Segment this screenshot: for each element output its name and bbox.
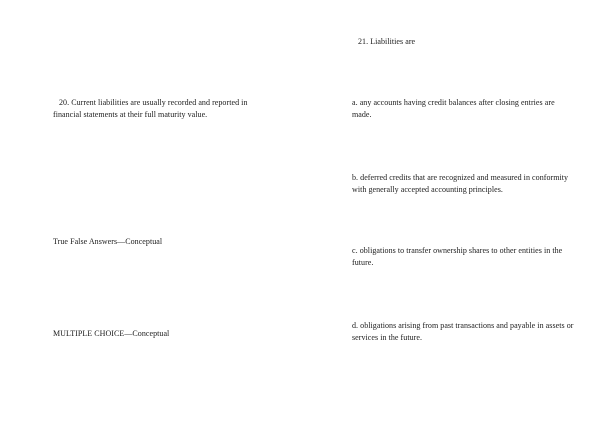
option-b: b. deferred credits that are recognized and measured in conformity with generally accepted accounting principles. (352, 173, 569, 194)
option-c: c. obligations to transfer ownership shares to other entities in the future. (352, 246, 563, 267)
question-21-stem: 21. Liabilities are (358, 37, 416, 46)
option-d: d. obligations arising from past transactions and payable in assets or services in the future. (352, 321, 574, 342)
multiple-choice-heading: MULTIPLE CHOICE—Conceptual (53, 329, 170, 338)
question-20-statement: 20. Current liabilities are usually recorded and reported in financial statements at their full maturity value. (53, 98, 248, 119)
true-false-answers-heading: True False Answers—Conceptual (53, 237, 163, 246)
option-a: a. any accounts having credit balances after closing entries are made. (352, 98, 555, 119)
